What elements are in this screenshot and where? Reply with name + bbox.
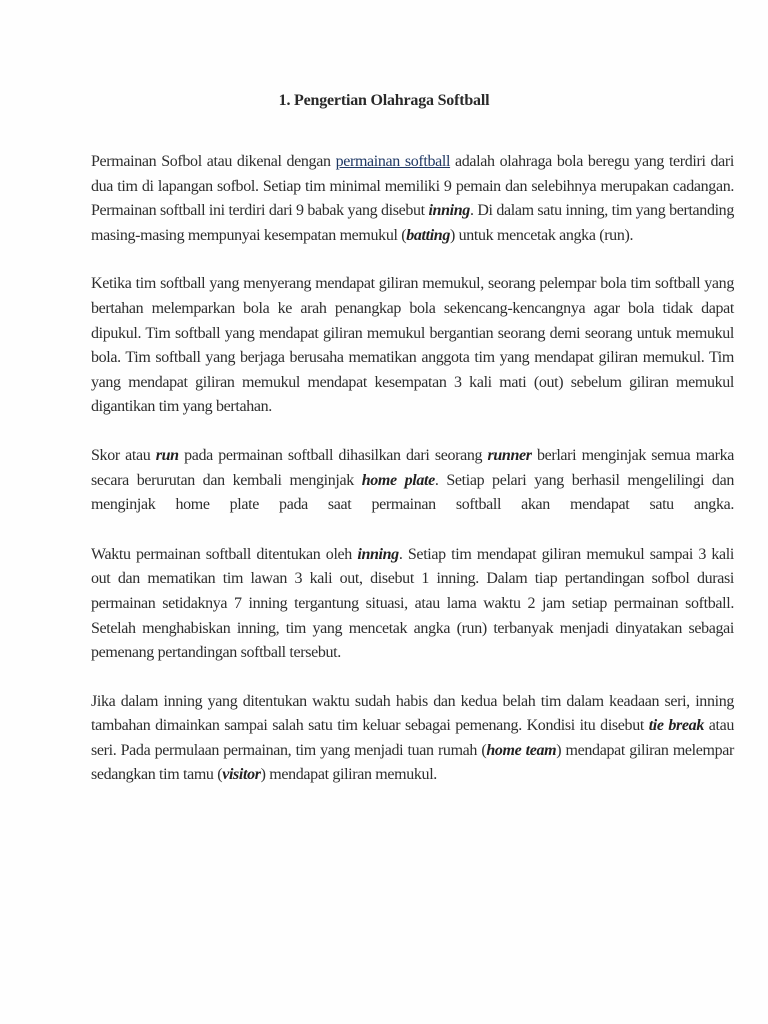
term-inning: inning <box>357 545 399 563</box>
text-run: ) untuk mencetak angka (run). <box>450 226 634 244</box>
term-visitor: visitor <box>222 766 261 784</box>
text-run: pada permainan softball dihasilkan dari seorang <box>178 446 488 464</box>
paragraph-pitching <box>91 272 734 420</box>
text-run: Waktu permainan softball ditentukan oleh <box>91 545 358 563</box>
link-permainan-softball[interactable]: permainan softball <box>335 153 451 170</box>
term-inning: inning <box>428 202 470 220</box>
paragraph-definition <box>91 150 734 248</box>
term-tie-break: tie break <box>648 717 704 735</box>
text-run: Ketika tim softball yang menyerang mendapat giliran memukul, seorang pelempar bola tim softball yang bertahan melemparkan bola ke arah penangkap bola sekencang-kencangnya agar bola tidak dapat dipukul. Tim softball yang mendapat giliran memukul bergantian seorang demi seorang untuk memukul bola. Tim softball yang berjaga berusaha mematikan anggota tim yang mendapat giliran memukul. Tim yang mendapat giliran memukul mendapat kesempatan 3 kali mati (out) sebelum giliran memukul digantikan tim yang bertahan. <box>91 275 734 416</box>
text-run: ) mendapat giliran melempar sedangkan tim tamu ( <box>91 741 734 784</box>
text-run: Jika dalam inning yang ditentukan waktu sudah habis dan kedua belah tim dalam keadaan seri, inning tambahan dimainkan sampai salah satu tim keluar sebagai pemenang. Kondisi itu disebut <box>91 692 734 735</box>
term-batting: batting <box>406 226 450 244</box>
term-run: run <box>155 446 179 464</box>
text-run: Permainan Sofbol atau dikenal dengan <box>91 153 336 170</box>
text-run: . Di dalam satu inning, tim yang bertanding masing-masing mempunyai kesempatan memukul ( <box>91 202 734 244</box>
document-body <box>91 150 734 813</box>
text-run: atau seri. Pada permulaan permainan, tim yang menjadi tuan rumah ( <box>91 717 734 759</box>
term-home-team: home team <box>486 741 557 759</box>
paragraph-game-time <box>91 543 734 666</box>
text-run: adalah olahraga bola beregu yang terdiri dari dua tim di lapangan sofbol. Setiap tim minimal memiliki 9 pemain dan selebihnya merupakan cadangan. Permainan softball ini terdiri dari 9 babak yang disebut <box>91 153 734 220</box>
text-run: berlari menginjak semua marka secara berurutan dan kembali menginjak <box>91 446 734 489</box>
text-run: Skor atau <box>91 446 156 464</box>
document-title: 1. Pengertian Olahraga Softball <box>278 92 490 109</box>
term-runner: runner <box>487 446 532 464</box>
term-home-plate: home plate <box>361 471 435 489</box>
paragraph-tie-break <box>91 690 734 788</box>
text-run: . Setiap tim mendapat giliran memukul sampai 3 kali out dan mematikan tim lawan 3 kali out, disebut 1 inning. Dalam tiap pertandingan sofbol durasi permainan setidaknya 7 inning tergantung situasi, atau lama waktu 2 jam setiap permainan softball. Setelah menghabiskan inning, tim yang mencetak angka (run) terbanyak menjadi dinyatakan sebagai pemenang pertandingan softball tersebut. <box>91 545 734 662</box>
text-run: . Setiap pelari yang berhasil mengelilingi dan menginjak home plate pada saat permainan softball akan mendapat satu angka. <box>91 471 734 514</box>
text-run: ) mendapat giliran memukul. <box>260 766 437 784</box>
paragraph-scoring <box>91 444 734 518</box>
